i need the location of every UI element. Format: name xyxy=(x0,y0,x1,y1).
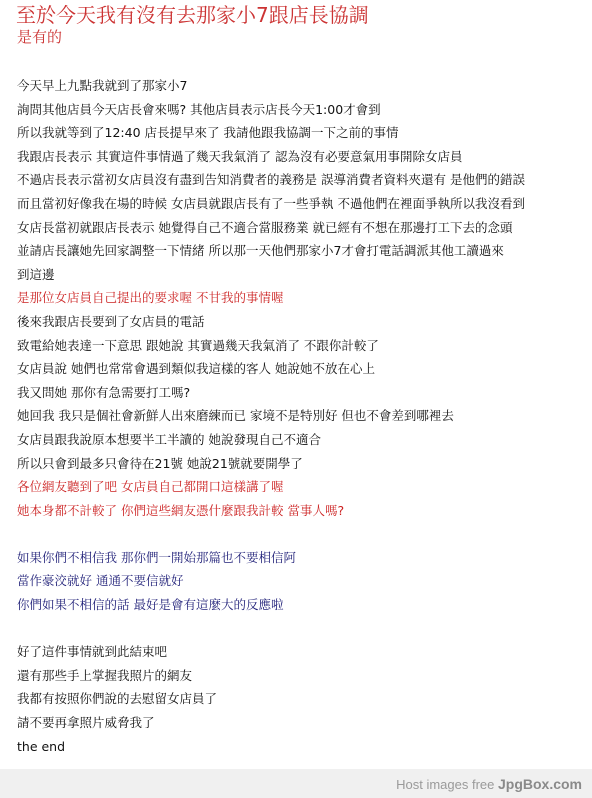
text-line: 致電給她表達一下意思 跟她說 其實過幾天我氣消了 不跟你計較了 xyxy=(17,337,379,353)
post-title: 至於今天我有沒有去那家小7跟店長協調 xyxy=(16,3,369,27)
highlight-blue-line: 如果你們不相信我 那你們一開始那篇也不要相信阿 xyxy=(17,549,296,565)
text-line: 而且當初好像我在場的時候 女店員就跟店長有了一些爭執 不過他們在裡面爭執所以我沒看到 xyxy=(17,195,525,211)
highlight-red-line: 是那位女店員自己提出的要求喔 不甘我的事情喔 xyxy=(17,290,284,306)
highlight-blue-line: 你們如果不相信的話 最好是會有這麼大的反應啦 xyxy=(17,597,284,613)
text-line: 所以只會到最多只會待在21號 她說21號就要開學了 xyxy=(17,455,303,471)
text-line: 好了這件事情就到此結束吧 xyxy=(17,644,168,660)
text-line: 還有那些手上掌握我照片的網友 xyxy=(17,667,193,683)
image-host-footer xyxy=(0,769,592,798)
host-prefix: Host images free xyxy=(396,777,498,792)
paragraph-gap xyxy=(17,617,587,641)
text-line: 我都有按照你們說的去慰留女店員了 xyxy=(17,691,218,707)
text-line: 今天早上九點我就到了那家小7 xyxy=(17,78,188,93)
post-subtitle: 是有的 xyxy=(17,28,63,46)
text-line: 女店員說 她們也常常會遇到類似我這樣的客人 她說她不放在心上 xyxy=(17,361,375,377)
text-line: 她回我 我只是個社會新鮮人出來磨練而已 家境不是特別好 但也不會差到哪裡去 xyxy=(17,408,454,424)
text-line: 請不要再拿照片威脅我了 xyxy=(17,715,155,731)
text-line: 到這邊 xyxy=(17,266,55,282)
post-body xyxy=(17,74,587,758)
text-line: 後來我跟店長要到了女店員的電話 xyxy=(17,313,205,329)
text-line: the end xyxy=(17,738,66,754)
host-link[interactable] xyxy=(396,776,582,792)
text-line: 所以我就等到了12:40 店長提早來了 我請他跟我協調一下之前的事情 xyxy=(17,125,399,141)
host-brand: JpgBox.com xyxy=(497,776,582,792)
text-line: 並請店長讓她先回家調整一下情緒 所以那一天他們那家小7才會打電話調派其他工讀過來 xyxy=(17,243,504,259)
highlight-blue-line: 當作豪洨就好 通通不要信就好 xyxy=(17,573,184,589)
paragraph-gap xyxy=(17,522,587,546)
text-line: 女店員跟我說原本想要半工半讀的 她說發現自己不適合 xyxy=(17,431,321,447)
highlight-red-line: 她本身都不計較了 你們這些網友憑什麼跟我計較 當事人嗎? xyxy=(17,502,345,518)
text-line: 我又問她 那你有急需要打工嗎? xyxy=(17,384,191,400)
text-line: 不過店長表示當初女店員沒有盡到告知消費者的義務是 誤導消費者資料夾還有 是他們的錯誤 xyxy=(17,172,525,188)
text-line: 我跟店長表示 其實這件事情過了幾天我氣消了 認為沒有必要意氣用事開除女店員 xyxy=(17,148,463,164)
highlight-red-line: 各位網友聽到了吧 女店員自己都開口這樣講了喔 xyxy=(17,479,284,495)
text-line: 詢問其他店員今天店長會來嗎? 其他店員表示店長今天1:00才會到 xyxy=(17,101,381,117)
text-line: 女店長當初就跟店長表示 她覺得自己不適合當服務業 就已經有不想在那邊打工下去的念頭 xyxy=(17,219,513,235)
